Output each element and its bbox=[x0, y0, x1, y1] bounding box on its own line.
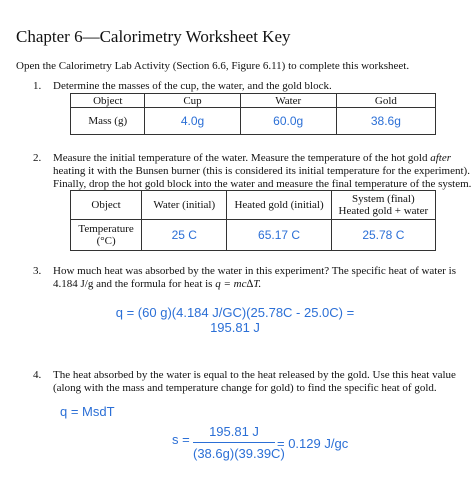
q2-text-line3: Finally, drop the hot gold block into the water and measure the final temperature of the system. bbox=[53, 178, 472, 190]
q1-number: 1. bbox=[33, 80, 42, 92]
mass-cup-value: 4.0g bbox=[145, 108, 240, 135]
temp-header-water-initial: Water (initial) bbox=[142, 191, 227, 220]
fraction-numerator: 195.81 J bbox=[209, 424, 259, 439]
temp-row-label bbox=[71, 220, 142, 251]
gold-plus-water-label: Heated gold + water bbox=[338, 205, 429, 217]
temp-system-final-value: 25.78 C bbox=[331, 220, 435, 251]
mass-row-label: Mass (g) bbox=[71, 108, 145, 135]
q3-answer-line2: 195.81 J bbox=[210, 320, 260, 335]
mass-table bbox=[70, 93, 436, 135]
mass-header-gold: Gold bbox=[336, 94, 435, 108]
temp-label-text: Temperature bbox=[78, 223, 134, 235]
q3-number: 3. bbox=[33, 265, 42, 277]
q4-text-line1: The heat absorbed by the water is equal to the heat released by the gold. Use this heat value bbox=[53, 369, 456, 381]
temp-header-gold-initial: Heated gold (initial) bbox=[227, 191, 331, 220]
q3-answer bbox=[90, 305, 380, 335]
temp-water-initial-value: 25 C bbox=[142, 220, 227, 251]
page-title: Chapter 6—Calorimetry Worksheet Key bbox=[16, 27, 291, 46]
temp-header-system-final bbox=[331, 191, 435, 220]
temp-unit-text: (°C) bbox=[96, 235, 116, 247]
q3-text-line1: How much heat was absorbed by the water in this experiment? The specific heat of water is bbox=[53, 265, 456, 277]
heat-formula: q = mc∆T. bbox=[215, 278, 262, 290]
q4-text-line2: (along with the mass and temperature change for gold) to find the specific heat of gold. bbox=[53, 382, 437, 394]
q2-number: 2. bbox=[33, 152, 42, 164]
mass-gold-value: 38.6g bbox=[336, 108, 435, 135]
mass-header-water: Water bbox=[240, 94, 336, 108]
temperature-table bbox=[70, 190, 436, 251]
s-label: s = bbox=[172, 432, 190, 447]
q4-number: 4. bbox=[33, 369, 42, 381]
system-final-label: System (final) bbox=[352, 193, 415, 205]
q4-result: = 0.129 J/gc bbox=[277, 436, 349, 451]
q2-text-line1: Measure the initial temperature of the water. Measure the temperature of the hot gold after bbox=[53, 152, 451, 164]
q2-text-line2: heating it with the Bunsen burner (this is considered its initial temperature for the experiment). bbox=[53, 165, 470, 177]
mass-header-cup: Cup bbox=[145, 94, 240, 108]
temp-gold-initial-value: 65.17 C bbox=[227, 220, 331, 251]
q2-emphasis: after bbox=[430, 152, 451, 164]
fraction-denominator: (38.6g)(39.39C) bbox=[193, 446, 285, 461]
temp-header-object: Object bbox=[71, 191, 142, 220]
q1-text: Determine the masses of the cup, the water, and the gold block. bbox=[53, 80, 332, 92]
fraction bbox=[193, 424, 285, 461]
q4-formula: q = MsdT bbox=[60, 404, 115, 419]
instructions: Open the Calorimetry Lab Activity (Section 6.6, Figure 6.11) to complete this worksheet. bbox=[16, 60, 410, 72]
mass-water-value: 60.0g bbox=[240, 108, 336, 135]
q3-answer-line1: q = (60 g)(4.184 J/GC)(25.78C - 25.0C) = bbox=[115, 305, 355, 320]
mass-header-object: Object bbox=[71, 94, 145, 108]
q3-text-line2: 4.184 J/g and the formula for heat is q = mc∆T. bbox=[53, 278, 262, 290]
